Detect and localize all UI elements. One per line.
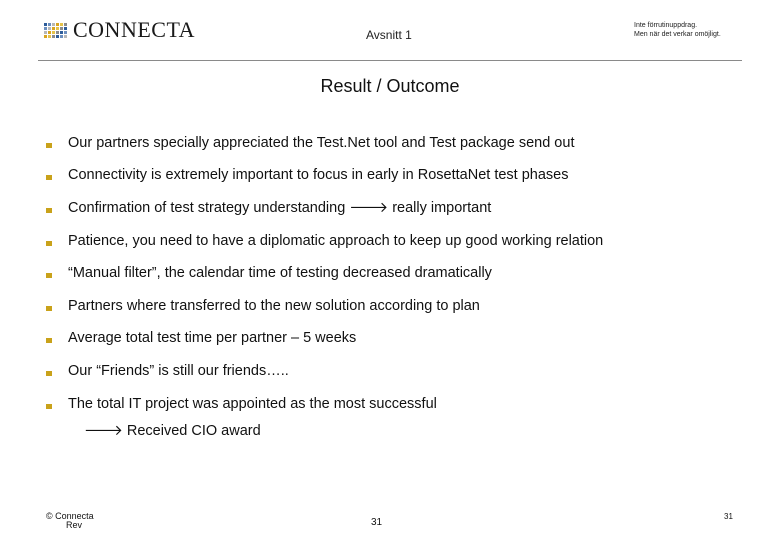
- bullet-square-icon: [46, 208, 52, 213]
- sub-point-text: Received CIO award: [126, 423, 261, 439]
- logo-grid-cell: [60, 23, 63, 26]
- right-arrow-icon: 🡒: [84, 423, 123, 439]
- bullet-text: Connectivity is extremely important to focus in early in RosettaNet test phases: [68, 167, 569, 183]
- logo-grid-cell: [52, 23, 55, 26]
- logo-grid-cell: [64, 27, 67, 30]
- footer-page-number-right: 31: [724, 512, 733, 521]
- logo-grid-cell: [44, 35, 47, 38]
- bullet-square-icon: [46, 338, 52, 343]
- logo-grid-cell: [60, 35, 63, 38]
- confidential-note: [634, 21, 721, 39]
- bullet-text: Partners where transferred to the new solution according to plan: [68, 298, 480, 314]
- bullet-text-pre: Confirmation of test strategy understanding: [68, 200, 346, 216]
- slide-title: Result / Outcome: [320, 76, 460, 96]
- bullet-text: Our “Friends” is still our friends…..: [68, 363, 289, 379]
- sub-point: [84, 422, 261, 440]
- bullet-text: Average total test time per partner – 5 weeks: [68, 330, 357, 346]
- footer-page-number: 31: [371, 517, 383, 528]
- bullet-text: “Manual filter”, the calendar time of testing decreased dramatically: [68, 265, 492, 281]
- logo-grid-cell: [60, 31, 63, 34]
- footer-revision: Rev: [66, 520, 83, 530]
- bullet-square-icon: [46, 371, 52, 376]
- logo-grid-cell: [44, 27, 47, 30]
- right-arrow-icon: 🡒: [349, 200, 389, 216]
- logo-grid-cell: [52, 31, 55, 34]
- confidential-line-1: Inte förrutinuppdrag.: [634, 22, 698, 29]
- footer-copyright: © Connecta: [46, 511, 94, 521]
- logo-grid-cell: [52, 35, 55, 38]
- logo-grid-cell: [56, 23, 59, 26]
- bullet-square-icon: [46, 175, 52, 180]
- logo-grid-cell: [44, 31, 47, 34]
- logo-grid-cell: [56, 35, 59, 38]
- logo-grid-cell: [64, 31, 67, 34]
- logo-grid-cell: [52, 27, 55, 30]
- bullet-text: The total IT project was appointed as the most successful: [68, 396, 437, 412]
- logo-grid-icon: [44, 23, 67, 38]
- confidential-line-2: Men när det verkar omöjligt.: [634, 31, 721, 38]
- bullet-square-icon: [46, 273, 52, 278]
- bullet-text: [68, 199, 491, 217]
- bullet-text: Patience, you need to have a diplomatic approach to keep up good working relation: [68, 233, 604, 249]
- bullet-text-post: really important: [392, 200, 492, 216]
- logo-grid-cell: [48, 27, 51, 30]
- logo: [44, 19, 195, 41]
- logo-text: CONNECTA: [73, 17, 196, 42]
- bullet-square-icon: [46, 241, 52, 246]
- logo-grid-cell: [60, 27, 63, 30]
- header-divider: [38, 60, 742, 61]
- bullet-text: Our partners specially appreciated the Test.Net tool and Test package send out: [68, 135, 575, 151]
- logo-grid-cell: [56, 27, 59, 30]
- logo-grid-cell: [64, 35, 67, 38]
- logo-grid-cell: [48, 31, 51, 34]
- bullet-square-icon: [46, 306, 52, 311]
- logo-grid-cell: [64, 23, 67, 26]
- section-label: Avsnitt 1: [366, 28, 412, 42]
- logo-grid-cell: [56, 31, 59, 34]
- bullet-square-icon: [46, 143, 52, 148]
- logo-grid-cell: [48, 23, 51, 26]
- logo-grid-cell: [48, 35, 51, 38]
- logo-grid-cell: [44, 23, 47, 26]
- bullet-square-icon: [46, 404, 52, 409]
